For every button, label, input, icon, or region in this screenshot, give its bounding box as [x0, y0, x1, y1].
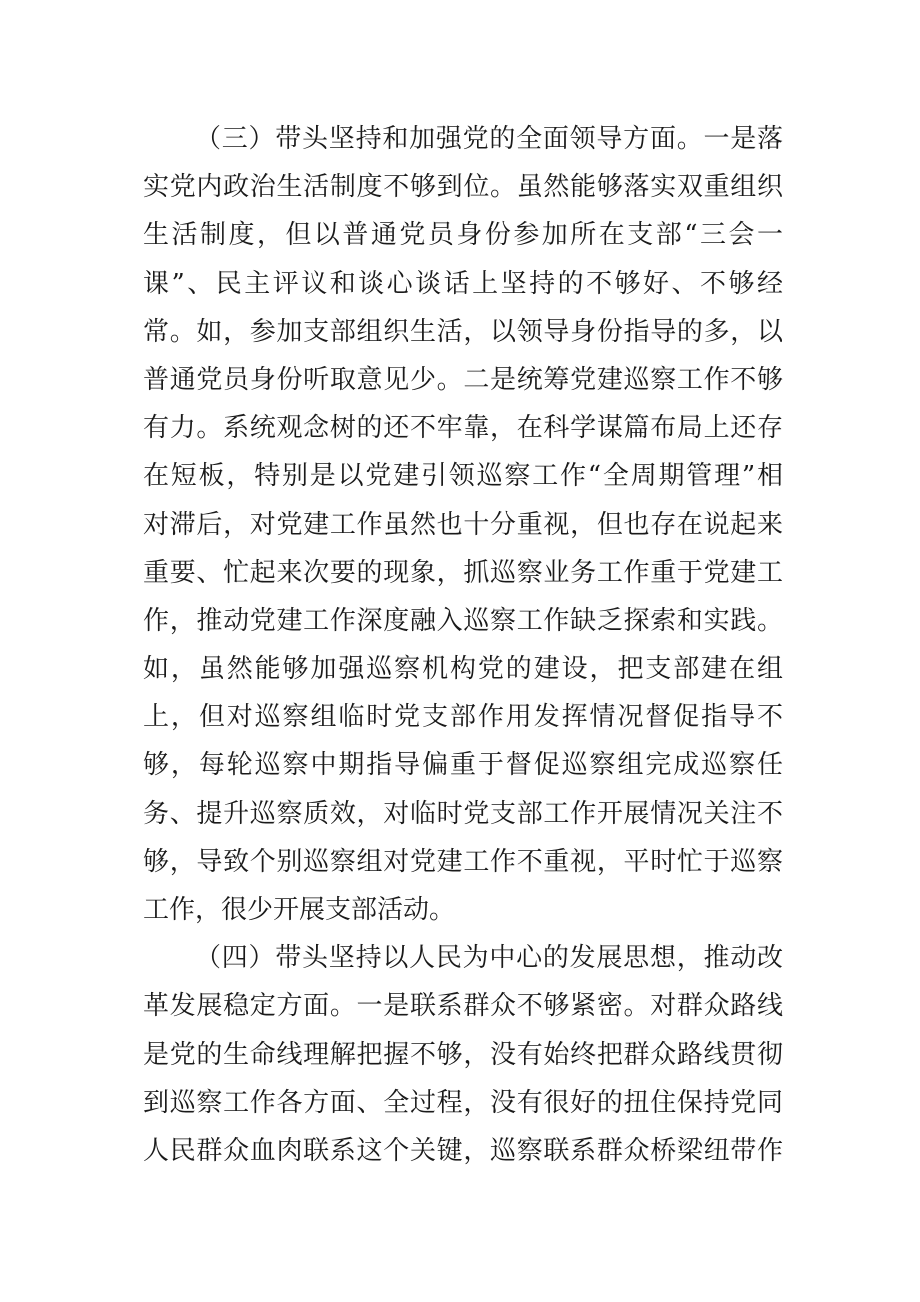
- paragraph-line: 课”、民主评议和谈心谈话上坚持的不够好、不够经: [143, 268, 783, 299]
- paragraph-line: 务、提升巡察质效，对临时党支部工作开展情况关注不: [143, 798, 783, 829]
- document-body: [143, 115, 783, 1175]
- paragraph-line: （四）带头坚持以人民为中心的发展思想，推动改: [195, 943, 783, 974]
- paragraph-line: 到巡察工作各方面、全过程，没有很好的扭住保持党同: [143, 1087, 783, 1118]
- paragraph-line: 是党的生命线理解把握不够，没有始终把群众路线贯彻: [143, 1039, 783, 1070]
- paragraph-line: 够，每轮巡察中期指导偏重于督促巡察组完成巡察任: [143, 750, 783, 781]
- paragraph-line: 普通党员身份听取意见少。二是统筹党建巡察工作不够: [143, 364, 783, 395]
- paragraph-line: 实党内政治生活制度不够到位。虽然能够落实双重组织: [143, 172, 783, 203]
- paragraph-line: 有力。系统观念树的还不牢靠，在科学谋篇布局上还存: [143, 413, 783, 444]
- paragraph-line: 如，虽然能够加强巡察机构党的建设，把支部建在组: [143, 654, 783, 685]
- paragraph-line: （三）带头坚持和加强党的全面领导方面。一是落: [195, 124, 783, 154]
- paragraph-line: 在短板，特别是以党建引领巡察工作“全周期管理”相: [143, 461, 783, 492]
- paragraph-line: 工作，很少开展支部活动。: [143, 895, 456, 925]
- paragraph-line: 上，但对巡察组临时党支部作用发挥情况督促指导不: [143, 702, 783, 733]
- paragraph-line: 革发展稳定方面。一是联系群众不够紧密。对群众路线: [143, 991, 783, 1022]
- paragraph-section-four: [143, 934, 783, 1175]
- paragraph-line: 生活制度，但以普通党员身份参加所在支部“三会一: [143, 220, 783, 251]
- paragraph-line: 对滞后，对党建工作虽然也十分重视，但也存在说起来: [143, 509, 783, 540]
- paragraph-line: 常。如，参加支部组织生活，以领导身份指导的多，以: [143, 316, 783, 347]
- paragraph-line: 重要、忙起来次要的现象，抓巡察业务工作重于党建工: [143, 557, 783, 588]
- paragraph-line: 人民群众血肉联系这个关键，巡察联系群众桥梁纽带作: [143, 1135, 783, 1166]
- paragraph-line: 作，推动党建工作深度融入巡察工作缺乏探索和实践。: [143, 605, 783, 636]
- paragraph-line: 够，导致个别巡察组对党建工作不重视，平时忙于巡察: [143, 846, 783, 877]
- paragraph-section-three: [143, 115, 783, 934]
